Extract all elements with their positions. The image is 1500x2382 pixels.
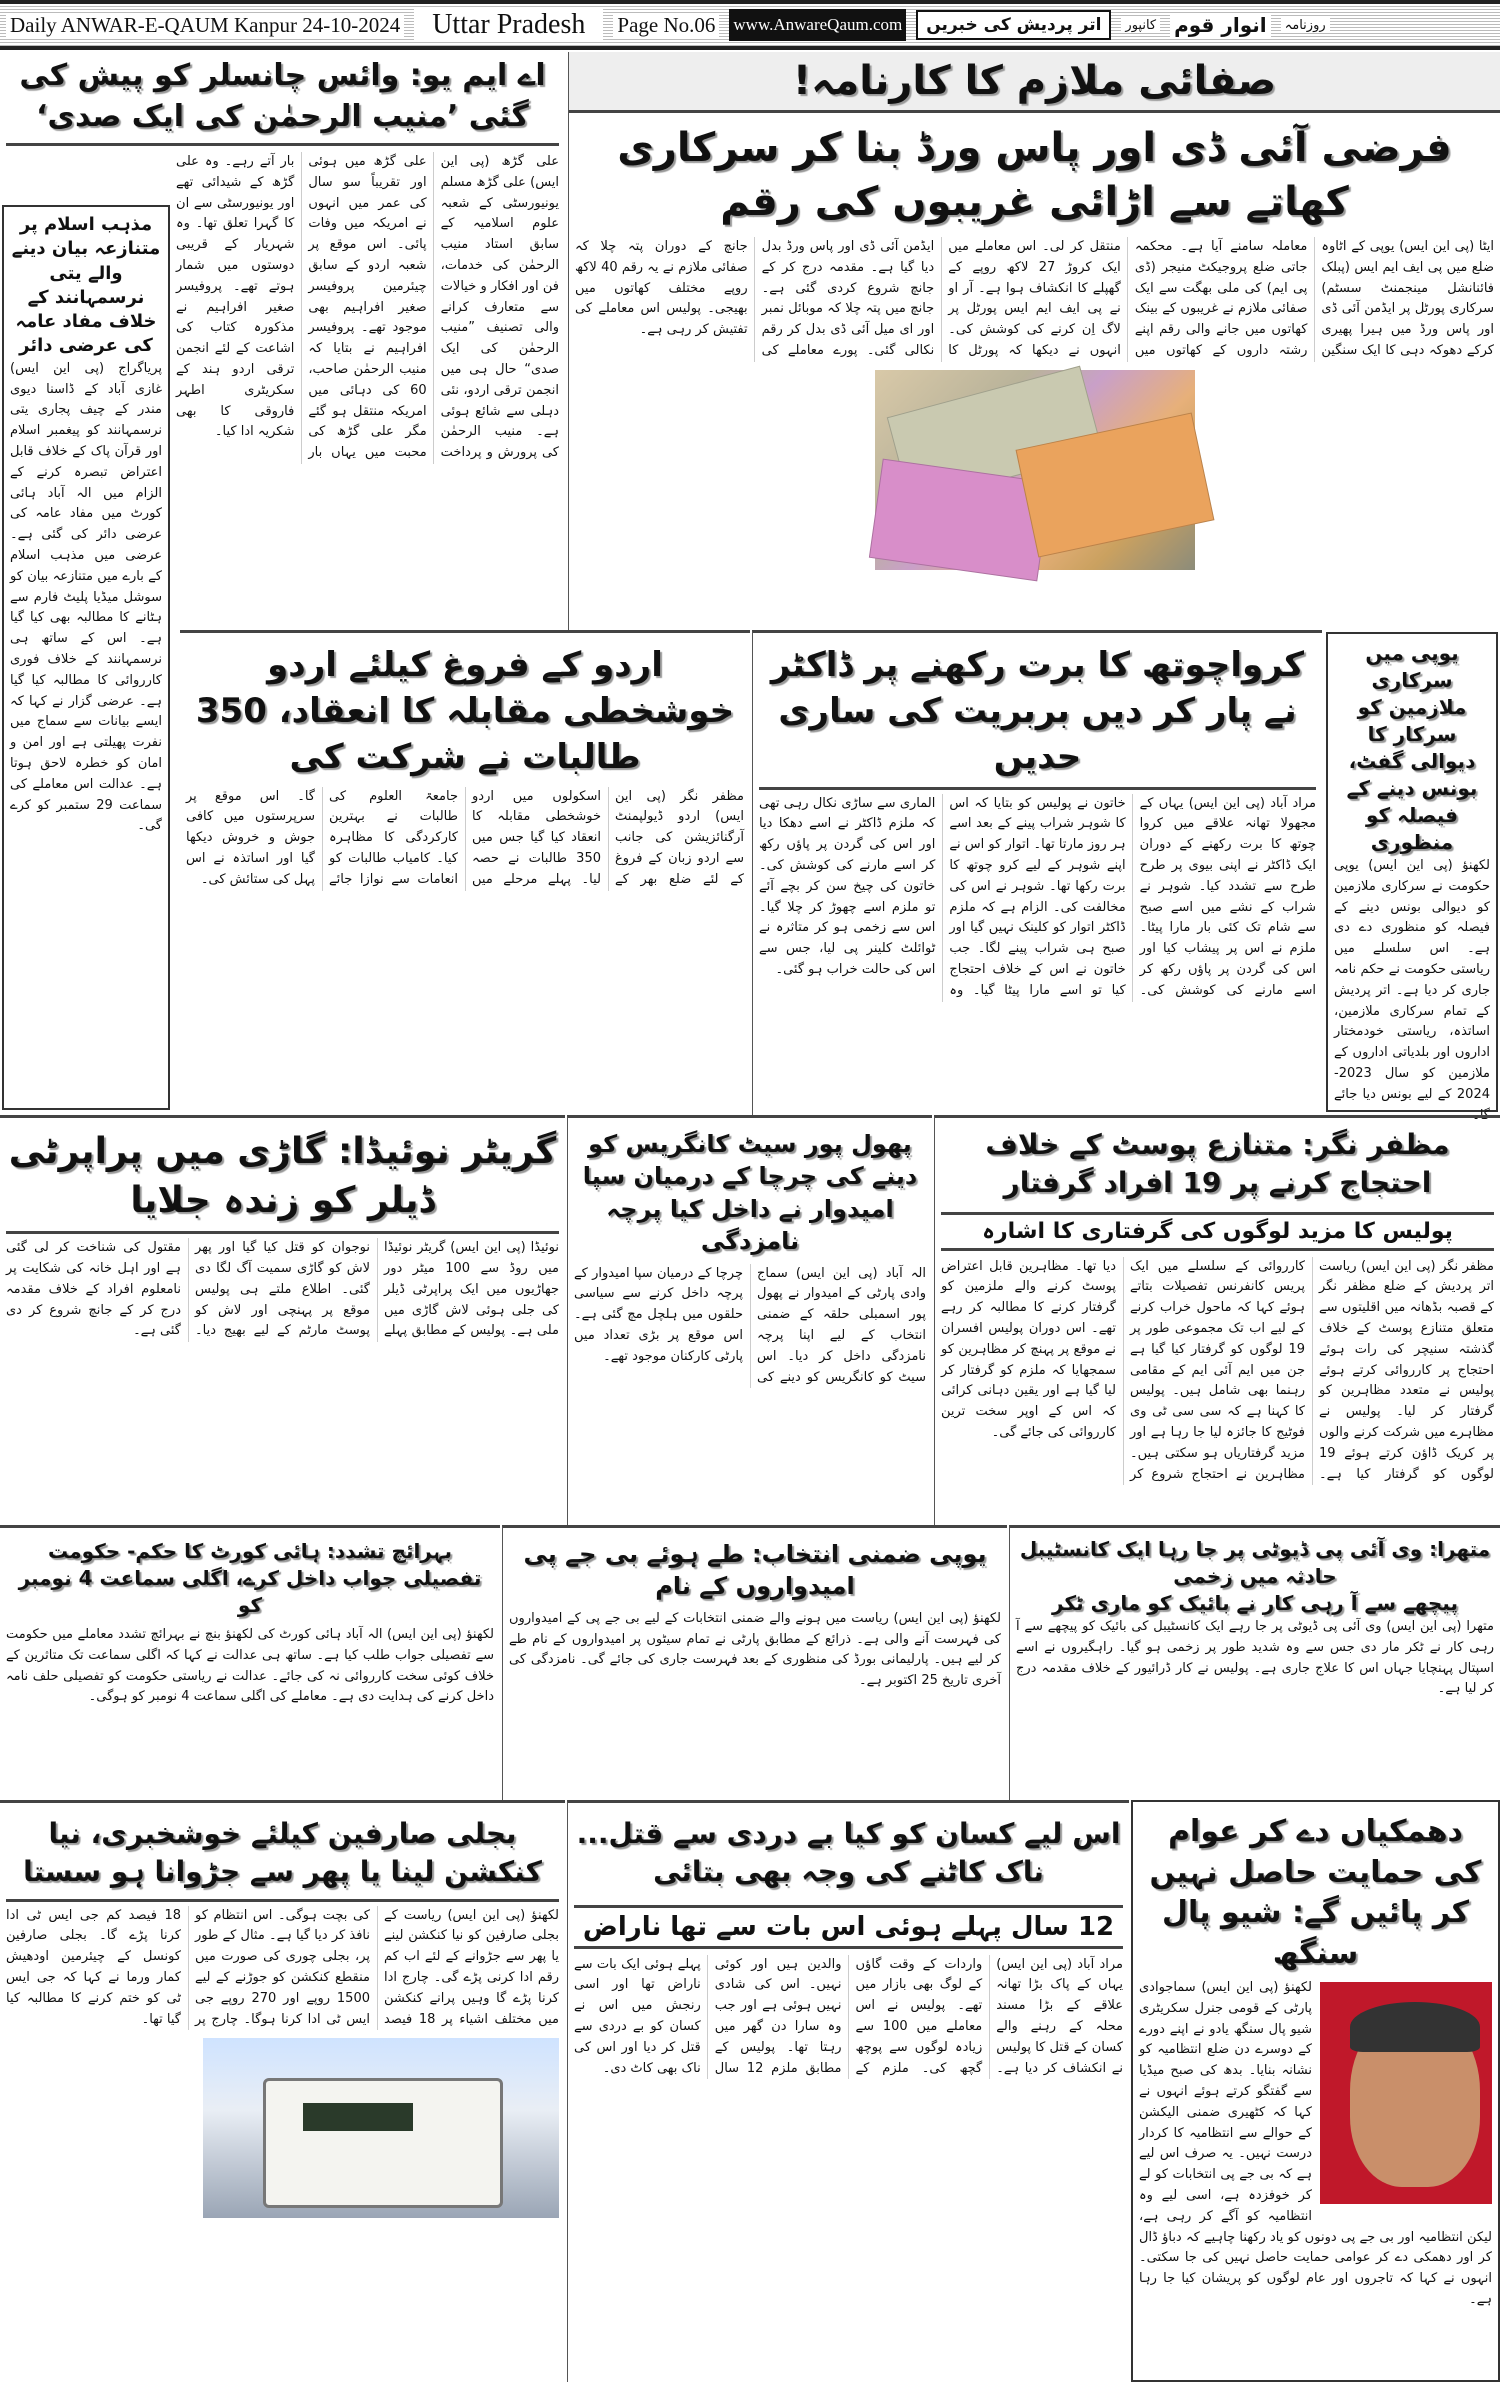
shivpal-photo xyxy=(1320,1982,1492,2204)
article-body: لکھنؤ (پی این ایس) الہ آباد ہائی کورٹ کی لکھنؤ بنچ نے بہرائچ تشدد معاملے میں حکومت سے تفصیلی جواب طلب کیا ہے۔ ساتھ ہی عدالت نے کہا کہ اگلی سماعت تک متاثرین کے خلاف کوئی سخت کارروائی نہ کی جائے۔ عدالت نے ریاستی حکومت کو تفصیلی حلف نامہ داخل کرنے کی ہدایت دی ہے۔ معاملے کی اگلی سماعت 4 نومبر کو ہوگی۔ xyxy=(6,1627,494,1705)
article-greater-noida xyxy=(0,1115,565,1525)
edition-date: Daily ANWAR-E-QAUM Kanpur 24-10-2024 xyxy=(6,13,404,38)
article-body: پریاگراج (پی این ایس) غازی آباد کے ڈاسنا دیوی مندر کے چیف پجاری یتی نرسمہانند کو پیغمبر اسلام اور قرآن پاک کے خلاف قابل اعتراض تبصرہ کرنے کے الزام میں الہ آباد ہائی کورٹ میں مفاد عامہ کی عرضی دائر کی گئی ہے۔ عرضی میں مذہب اسلام کے بارے میں متنازعہ بیان کو سوشل میڈیا پلیٹ فارم سے ہٹانے کا مطالبہ بھی کیا گیا ہے۔ اس کے ساتھ ہی نرسمہانند کے خلاف فوری کارروائی کا مطالبہ کیا گیا ہے۔ عرضی گزار نے کہا کہ ایسے بیانات سے سماج میں نفرت پھیلتی ہے اور امن و امان کو خطرہ لاحق ہوتا ہے۔ عدالت اس معاملے کی سماعت 29 ستمبر کو کرے گی۔ xyxy=(10,360,162,834)
article-body: متھرا (پی این ایس) وی آئی پی ڈیوٹی پر جا رہے ایک کانسٹیبل کی بائیک کو پیچھے سے آ رہی کار نے ٹکر مار دی جس سے وہ شدید طور پر زخمی ہو گیا۔ راہگیروں نے اسے اسپتال پہنچایا جہاں اس کا علاج جاری ہے۔ پولیس نے کار ڈرائیور کے خلاف مقدمہ درج کر لیا ہے۔ xyxy=(1016,1619,1494,1697)
article-body: لکھنؤ (پی این ایس) سماجوادی پارٹی کے قومی جنرل سکریٹری شیو پال سنگھ یادو نے اپنے دورے کے دوسرے دن ضلع انتظامیہ کو نشانہ بنایا۔ بدھ کی صبح میڈیا سے گفتگو کرتے ہوئے انہوں نے کہا کہ کٹھیری ضمنی الیکشن کے حوالے سے انتظامیہ کا کردار درست نہیں۔ یہ صرف اس لیے ہے کہ بی جے پی انتخابات کو لے کر خوفزدہ ہے، اسی لیے وہ انتظامیہ کو آگے کر رہی ہے، لیکن انتظامیہ اور بی جے پی دونوں کو یاد رکھنا چاہیے کہ دباؤ ڈال کر اور دھمکی دے کر عوامی حمایت حاصل نہیں کی جا سکتی۔ انہوں نے کہا کہ تاجروں اور عام لوگوں کو پریشان کیا جا رہا ہے۔ xyxy=(1139,1980,1492,2307)
headline: گریٹر نوئیڈا: گاڑی میں پراپرٹی ڈیلر کو زندہ جلایا xyxy=(6,1122,559,1234)
headline: پھول پور سیٹ کانگریس کو دینے کی چرچا کے درمیان سپا امیدوار نے داخل کیا پرچہ نامزدگی xyxy=(582,1130,918,1256)
section-title: Uttar Pradesh xyxy=(414,9,603,41)
daily-label: روزنامہ xyxy=(1281,18,1330,33)
headline: دھمکیاں دے کر عوام کی حمایت حاصل نہیں کر پائیں گے: شیو پال سنگھ xyxy=(1149,1814,1482,1971)
article-body: لکھنؤ (پی این ایس) ریاست میں ہونے والے ضمنی انتخابات کے لیے بی جے پی کے امیدواروں کی فہرست آنے والی ہے۔ ذرائع کے مطابق پارٹی نے تمام سیٹوں پر امیدواروں کے نام طے کر لیے ہیں۔ پارلیمانی بورڈ کی منظوری کے بعد فہرست جاری کی جائے گی۔ نامزدگی کی آخری تاریخ 25 اکتوبر ہے۔ xyxy=(509,1610,1001,1689)
subheadline: پولیس کا مزید لوگوں کی گرفتاری کا اشارہ xyxy=(941,1212,1494,1251)
article-phulpur xyxy=(567,1115,932,1525)
masthead xyxy=(0,0,1500,50)
electricity-meter-image xyxy=(203,2038,559,2218)
article-body: لکھنؤ (پی این ایس) ریاست کے بجلی صارفین کو نیا کنکشن لینے یا پھر سے جڑوانے کے لئے اب کم رقم ادا کرنی پڑے گی۔ چارج ادا کرنا پڑے گا وہیں پرانے کنکشن میں مختلف اشیاء پر 18 فیصد کی بچت ہوگی۔ اس انتظام کو نافذ کر دیا گیا ہے۔ مثال کے طور پر، بجلی چوری کی صورت میں منقطع کنکشن کو جوڑنے کے لیے 1500 روپے اور 270 روپے جی ایس ٹی ادا کرنا ہوگا۔ چارج پر 18 فیصد کم جی ایس ٹی ادا کرنا پڑے گا۔ بجلی صارفین کونسل کے چیئرمین اودھیش کمار ورما نے کہا کہ جی ایس ٹی کو ختم کرنے کا مطالبہ کیا گیا تھا۔ xyxy=(6,1907,559,2027)
article-mathura xyxy=(1009,1525,1500,1800)
subheadline: پیچھے سے آ رہی کار نے بائیک کو ماری ٹکر xyxy=(1052,1591,1458,1615)
page-number: Page No.06 xyxy=(613,13,719,38)
headline: بجلی صارفین کیلئے خوشخبری، نیا کنکشن لینا یا پھر سے جڑوانا ہو سستا xyxy=(6,1807,559,1902)
article-karwa-chauth xyxy=(752,630,1322,1115)
article-body: مراد آباد (پی این ایس) یہاں کے پاک بڑا تھانہ علاقے کے بڑا مسند محلہ کے رہنے والے کسان کے قتل کا پولیس نے انکشاف کر دیا ہے۔ واردات کے وقت گاؤں کے لوگ بھی بازار میں تھے۔ پولیس نے اس معاملے میں 100 سے زیادہ لوگوں سے پوچھ گچھ کی۔ ملزم کے والدین ہیں اور کوئی نہیں۔ اس کی شادی نہیں ہوئی ہے اور جب وہ سارا دن گھر میں رہتا تھا۔ پولیس کے مطابق ملزم 12 سال پہلے ہوئی ایک بات سے ناراض تھا اور اسی رنجش میں اس نے کسان کو بے دردی سے قتل کر دیا اور اس کی ناک بھی کاٹ دی۔ xyxy=(574,1956,1123,2076)
headline: بہرائچ تشدد: ہائی کورٹ کا حکم- حکومت تفصیلی جواب داخل کرے، اگلی سماعت 4 نومبر کو xyxy=(18,1539,482,1617)
kicker: صفائی ملازم کا کارنامہ! xyxy=(569,52,1500,113)
article-body: ایٹا (پی این ایس) یوپی کے اٹاوہ ضلع میں پی ایف ایم ایس (پبلک فائنانشل مینجمنٹ سسٹم) سرکاری پورٹل پر ایڈمن آئی ڈی اور پاس ورڈ میں ہیرا پھیری کرکے دھوکہ دہی کا ایک سنگین معاملہ سامنے آیا ہے۔ محکمہ جاتی ضلع پروجیکٹ منیجر (ڈی پی ایم) کی ملی بھگت سے ایک صفائی ملازم نے غریبوں کے بینک کھاتوں میں جانے والی رقم اپنے رشتہ داروں کے کھاتوں میں منتقل کر لی۔ اس معاملے میں ایک کروڑ 27 لاکھ روپے کے گھپلے کا انکشاف ہوا ہے۔ آر او نے پی ایف ایم ایس پورٹل پر لاگ اِن کرنے کی کوشش کی۔ انہوں نے دیکھا کہ پورٹل کا ایڈمن آئی ڈی اور پاس ورڈ بدل دیا گیا ہے۔ مقدمہ درج کر کے جانچ شروع کردی گئی ہے۔ جانچ میں پتہ چلا کہ موبائل نمبر اور ای میل آئی ڈی بدل کر رقم نکالی گئی۔ پورے معاملے کی جانچ کے دوران پتہ چلا کہ صفائی ملازم نے یہ رقم 40 لاکھ روپے مختلف کھاتوں میں بھیجی۔ پولیس اس معاملے کی تفتیش کر رہی ہے۔ xyxy=(575,239,1494,358)
article-body: علی گڑھ (پی این ایس) علی گڑھ مسلم یونیورسٹی کے شعبہ علوم اسلامیہ کے سابق استاد منیب الرحمٰن کی خدمات، فن اور افکار و خیالات سے متعارف کرانے والی تصنیف ”منیب الرحمٰن کی ایک صدی“ حال ہی میں انجمن ترقی اردو، نئی دہلی سے شائع ہوئی ہے۔ منیب الرحمٰن کی پرورش و پرداخت علی گڑھ میں ہوئی اور تقریباً سو سال کی عمر میں انہوں نے امریکہ میں وفات پائی۔ اس موقع پر شعبہ اردو کے سابق چیئرمین پروفیسر صغیر افراہیم بھی موجود تھے۔ پروفیسر افراہیم نے بتایا کہ منیب الرحمٰن صاحب، 60 کی دہائی میں امریکہ منتقل ہو گئے مگر علی گڑھ کی محبت میں یہاں بار بار آتے رہے۔ وہ علی گڑھ کے شیدائی تھے اور یونیورسٹی سے ان کا گہرا تعلق تھا۔ وہ شہریار کے قریبی دوستوں میں شمار ہوتے تھے۔ پروفیسر صغیر افراہیم نے مذکورہ کتاب کی اشاعت کے لئے انجمن ترقی اردو ہند کے سکریٹری اطہر فاروقی کا بھی شکریہ ادا کیا۔ xyxy=(176,154,559,461)
article-safai xyxy=(568,52,1500,630)
article-body: نوئیڈا (پی این ایس) گریٹر نوئیڈا میں روڈ سے 100 میٹر دور جھاڑیوں میں ایک پراپرٹی ڈیلر کی جلی ہوئی لاش گاڑی میں ملی ہے۔ پولیس کے مطابق پہلے نوجوان کو قتل کیا گیا اور پھر لاش کو گاڑی سمیت آگ لگا دی گئی۔ اطلاع ملتے ہی پولیس موقع پر پہنچی اور لاش کو پوسٹ مارٹم کے لیے بھیج دیا۔ مقتول کی شناخت کر لی گئی ہے اور اہل خانہ کی شکایت پر نامعلوم افراد کے خلاف مقدمہ درج کر کے جانچ شروع کر دی گئی ہے۔ xyxy=(6,1240,559,1339)
article-body: لکھنؤ (پی این ایس) یوپی حکومت نے سرکاری ملازمین کو دیوالی بونس دینے کے فیصلہ کو منظوری دے دی ہے۔ اس سلسلے میں ریاستی حکومت نے حکم نامہ جاری کر دیا ہے۔ اتر پردیش کے تمام سرکاری ملازمین، اساتذہ، ریاستی خودمختار اداروں اور بلدیاتی اداروں کے ملازمین کو سال 2023-2024 کے لیے بونس دیا جائے گا۔ xyxy=(1334,858,1490,1123)
headline: مظفر نگر: متنازع پوسٹ کے خلاف احتجاج کرنے پر 19 افراد گرفتار xyxy=(985,1128,1450,1199)
article-urdu-contest xyxy=(180,630,750,1115)
headline: کرواچوتھ کا برت رکھنے پر ڈاکٹر نے پار کر دیں بربریت کی ساری حدیں xyxy=(759,637,1316,790)
subheadline: 12 سال پہلے ہوئی اس بات سے تھا ناراض xyxy=(574,1905,1123,1949)
article-body: مظفر نگر (پی این ایس) ریاست اتر پردیش کے ضلع مظفر نگر کے قصبہ بڈھانہ میں اقلیتوں سے متعلق متنازع پوسٹ کے خلاف گذشتہ سنیچر کی رات ہوئے احتجاج پر کارروائی کرتے ہوئے پولیس نے متعدد مظاہرین کو گرفتار کر لیا۔ پولیس نے مظاہرے میں شرکت کرنے والوں پر کریک ڈاؤن کرتے ہوئے 19 لوگوں کو گرفتار کیا ہے۔ کارروائی کے سلسلے میں ایک پریس کانفرنس تفصیلات بتاتے ہوئے کہا کہ ماحول خراب کرنے کے لیے اب تک مجموعی طور پر 19 لوگوں کو گرفتار کیا گیا ہے جن میں ایم آئی ایم کے مقامی رہنما بھی شامل ہیں۔ پولیس کا کہنا ہے کہ سی سی ٹی وی فوٹیج کا جائزہ لیا جا رہا ہے اور مزید گرفتاریاں ہو سکتی ہیں۔ مظاہرین نے احتجاج شروع کر دیا تھا۔ مظاہرین قابل اعتراض پوسٹ کرنے والے ملزمین کو گرفتار کرنے کا مطالبہ کر رہے تھے۔ اس دوران پولیس افسران نے موقع پر پہنچ کر مظاہرین کو سمجھایا کہ ملزم کو گرفتار کر لیا گیا ہے اور یقین دہانی کرائی کہ اس کے اوپر سخت ترین کارروائی کی جائے گی۔ xyxy=(941,1258,1494,1482)
currency-notes-image xyxy=(875,370,1195,570)
newspaper-logo: انوار قوم xyxy=(1170,13,1271,37)
website-link[interactable]: www.AnwareQaum.com xyxy=(729,9,906,41)
article-bahraich xyxy=(0,1525,500,1800)
article-shivpal xyxy=(1131,1800,1500,2382)
article-body: مظفر نگر (پی این ایس) اردو ڈیولپمنٹ آرگنائزیشن کی جانب سے اردو زبان کے فروغ کے لئے ضلع بھر کے اسکولوں میں اردو خوشخطی مقابلہ کا انعقاد کیا گیا جس میں 350 طالبات نے حصہ لیا۔ پہلے مرحلے میں جامعۃ العلوم کی طالبات نے بہترین کارکردگی کا مظاہرہ کیا۔ کامیاب طالبات کو انعامات سے نوازا جائے گا۔ اس موقع پر سرپرستوں میں کافی جوش و خروش دیکھا گیا اور اساتذہ نے اس پہل کی ستائش کی۔ xyxy=(186,788,744,887)
article-body: مراد آباد (پی این ایس) یہاں کے مجھولا تھانہ علاقے میں کروا چوتھ کا برت رکھنے کے دوران ایک ڈاکٹر نے اپنی بیوی پر طرح طرح سے تشدد کیا۔ شوہر نے شراب کے نشے میں اسے صبح سے شام تک کئی بار مارا پیٹا۔ ملزم نے اس پر پیشاب کیا اور اس کی گردن پر پاؤں رکھ کر اسے مارنے کی کوشش کی۔ خاتون نے پولیس کو بتایا کہ اس کا شوہر شراب پینے کے بعد اسے ہر روز مارتا تھا۔ اتوار کو اس نے اپنے شوہر کے لیے کرو چوتھ کا برت رکھا تھا۔ شوہر نے اس کی مخالفت کی۔ الزام ہے کہ ملزم ڈاکٹر اتوار کو کلینک نہیں گیا اور صبح ہی شراب پینے لگا۔ جب خاتون نے اس کے خلاف احتجاج کیا تو اسے مارا پیٹا گیا۔ وہ الماری سے ساڑی نکال رہی تھی کہ ملزم ڈاکٹر نے اسے دھکا دیا اور اس کی گردن پر پاؤں رکھ کر اسے مارنے کی کوشش کی۔ خاتون کی چیخ سن کر بچے آئے تو ملزم اسے چھوڑ کر چلا گیا۔ اس سے زخمی ہو کر متاثرہ نے ٹوائلٹ کلینر پی لیا، جس سے اس کی حالت خراب ہو گئی۔ xyxy=(759,795,1316,998)
headline: اس لیے کسان کو کیا بے دردی سے قتل... ناک کاٹنے کی وجہ بھی بتائی xyxy=(576,1817,1121,1888)
headline: اردو کے فروغ کیلئے اردو خوشخطی مقابلہ کا انعقاد، 350 طالبات نے شرکت کی xyxy=(195,645,735,777)
headline: اے ایم یو: وائس چانسلر کو پیش کی گئی ’منیب الرحمٰن کی ایک صدی‘ xyxy=(6,56,559,146)
article-muzaffarnagar xyxy=(934,1115,1500,1525)
article-religion xyxy=(2,205,170,1110)
headline: مذہب اسلام پر متنازعہ بیان دینے والے یتی نرسمہانند کے خلاف مفاد عامہ کی عرضی دائر xyxy=(11,214,161,357)
article-farmer xyxy=(567,1800,1129,2382)
city-label: کانپور xyxy=(1121,18,1160,33)
headline: یوپی ضمنی انتخاب: طے ہوئے بی جے پی امیدواروں کے نام xyxy=(523,1540,987,1601)
article-bonus xyxy=(1326,632,1498,1123)
article-bypoll xyxy=(502,1525,1007,1800)
headline: متھرا: وی آئی پی ڈیوٹی پر جا رہا ایک کانسٹیبل حادثہ میں زخمی xyxy=(1019,1537,1491,1588)
section-title-urdu: اتر پردیش کی خبریں xyxy=(916,10,1111,40)
article-electricity xyxy=(0,1800,565,2382)
article-body: الہ آباد (پی این ایس) سماج وادی پارٹی کے امیدوار نے پھول پور اسمبلی حلقہ کے ضمنی انتخاب کے لیے اپنا پرچہ نامزدگی داخل کر دیا۔ اس سیٹ کو کانگریس کو دینے کی چرچا کے درمیان سپا امیدوار کے پرچہ داخل کرنے سے سیاسی حلقوں میں ہلچل مچ گئی ہے۔ اس موقع پر بڑی تعداد میں پارٹی کارکنان موجود تھے۔ xyxy=(574,1265,926,1385)
headline: فرضی آئی ڈی اور پاس ورڈ بنا کر سرکاری کھاتے سے اڑائی غریبوں کی رقم xyxy=(617,125,1452,225)
headline: یوپی میں سرکاری ملازمین کو سرکار کا دیوالی گفٹ، بونس دینے کے فیصلہ کو منظوری xyxy=(1346,641,1478,854)
